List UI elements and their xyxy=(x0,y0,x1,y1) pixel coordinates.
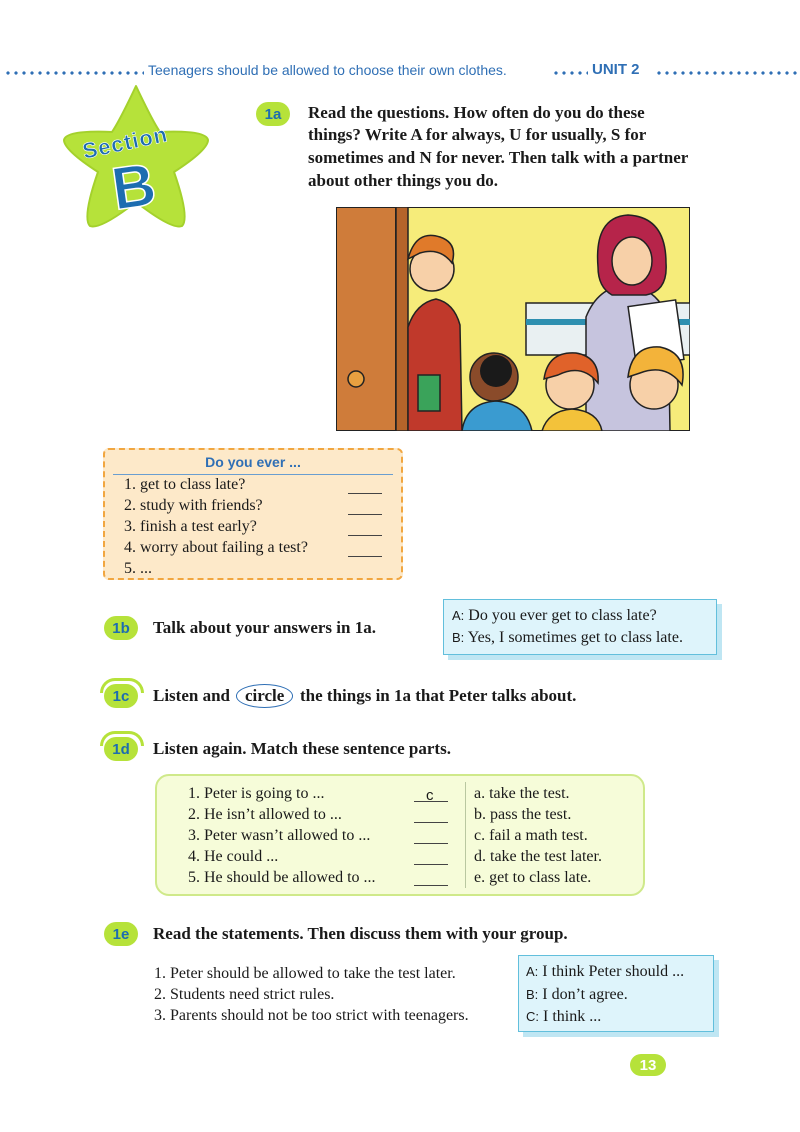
header-dots-right xyxy=(655,71,800,75)
badge-1e: 1e xyxy=(104,922,138,946)
answer-blank[interactable] xyxy=(348,556,382,557)
match-left-item: 3. Peter wasn’t allowed to ... xyxy=(188,827,371,844)
match-answer-blank[interactable] xyxy=(414,822,448,823)
section-star xyxy=(56,80,216,240)
statement-item: 1. Peter should be allowed to take the test later. xyxy=(154,965,456,982)
headphones-icon xyxy=(100,678,144,693)
answer-blank[interactable] xyxy=(348,493,382,494)
list-item: 5. ... xyxy=(124,560,152,577)
match-answer-blank[interactable] xyxy=(414,843,448,844)
match-left-item: 4. He could ... xyxy=(188,848,279,865)
dialogue-line: B: I don’t agree. xyxy=(526,986,628,1003)
match-answer-blank[interactable] xyxy=(414,885,448,886)
match-answer: c xyxy=(426,787,434,804)
match-right-item: e. get to class late. xyxy=(474,869,592,886)
match-answer-blank[interactable] xyxy=(414,864,448,865)
section-word: Section xyxy=(80,121,171,164)
instruction-1a-line1: Read the questions. How often do you do these xyxy=(308,103,645,122)
badge-1a: 1a xyxy=(256,102,290,126)
match-right-item: a. take the test. xyxy=(474,785,570,802)
match-left-item: 2. He isn’t allowed to ... xyxy=(188,806,342,823)
classroom-illustration xyxy=(336,207,690,431)
list-item: 2. study with friends? xyxy=(124,497,263,514)
dialogue-line: B: Yes, I sometimes get to class late. xyxy=(452,629,683,646)
page-number: 13 xyxy=(630,1054,666,1076)
match-left-item: 5. He should be allowed to ... xyxy=(188,869,376,886)
answer-blank[interactable] xyxy=(348,535,382,536)
instruction-1b: Talk about your answers in 1a. xyxy=(153,618,376,637)
list-item: 1. get to class late? xyxy=(124,476,246,493)
statement-item: 3. Parents should not be too strict with teenagers. xyxy=(154,1007,469,1024)
answer-blank[interactable] xyxy=(348,514,382,515)
badge-1d: 1d xyxy=(104,737,138,761)
instruction-1a-line4: about other things you do. xyxy=(308,171,499,190)
box-divider xyxy=(113,474,393,475)
header-title: Teenagers should be allowed to choose their own clothes. xyxy=(148,62,507,78)
box-title: Do you ever ... xyxy=(205,454,301,470)
instruction-1c-pre: Listen and xyxy=(153,686,230,705)
instruction-1d: Listen again. Match these sentence parts. xyxy=(153,739,451,758)
badge-1c: 1c xyxy=(104,684,138,708)
badge-1b: 1b xyxy=(104,616,138,640)
header-dots-mid xyxy=(552,71,588,75)
circle-word: circle xyxy=(236,684,293,708)
dialogue-line: C: I think ... xyxy=(526,1008,602,1025)
dialogue-box-1e xyxy=(518,955,714,1032)
instruction-1c-post: the things in 1a that Peter talks about. xyxy=(300,686,577,705)
match-right-item: d. take the test later. xyxy=(474,848,602,865)
statement-item: 2. Students need strict rules. xyxy=(154,986,335,1003)
instruction-1a-line3: sometimes and N for never. Then talk with a partner xyxy=(308,148,689,167)
dialogue-line: A: I think Peter should ... xyxy=(526,963,685,980)
instruction-1a-line2: things? Write A for always, U for usually, S for xyxy=(308,125,647,144)
header-dots-left xyxy=(4,71,144,75)
unit-label: UNIT 2 xyxy=(592,61,640,78)
section-letter: B xyxy=(107,150,160,223)
match-divider xyxy=(465,782,466,888)
match-right-item: b. pass the test. xyxy=(474,806,572,823)
match-left-item: 1. Peter is going to ... xyxy=(188,785,325,802)
dialogue-box-1b xyxy=(443,599,717,655)
list-item: 3. finish a test early? xyxy=(124,518,257,535)
list-item: 4. worry about failing a test? xyxy=(124,539,308,556)
instruction-1e: Read the statements. Then discuss them with your group. xyxy=(153,924,568,943)
dialogue-line: A: Do you ever get to class late? xyxy=(452,607,657,624)
match-right-item: c. fail a math test. xyxy=(474,827,588,844)
headphones-icon xyxy=(100,731,144,746)
